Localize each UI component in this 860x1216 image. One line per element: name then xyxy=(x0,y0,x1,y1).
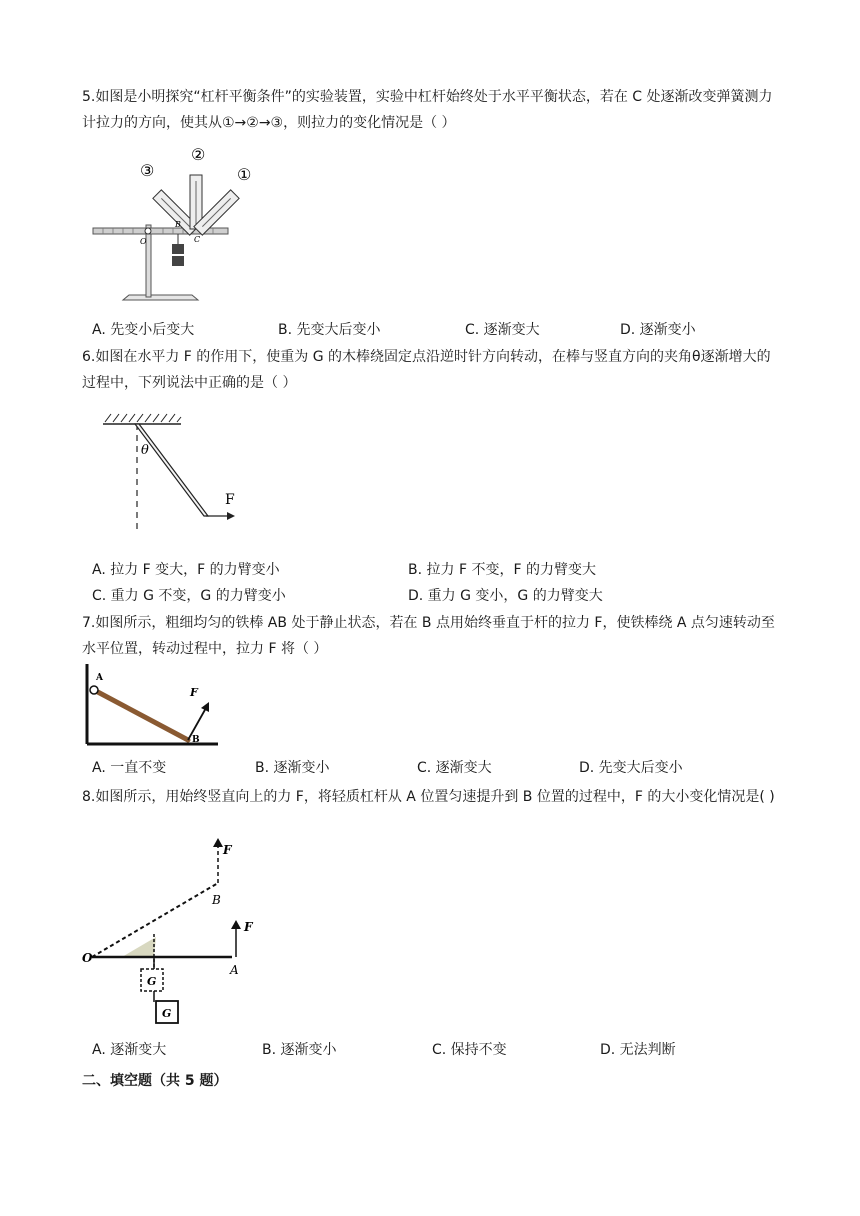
q7-option-d[interactable]: D. 先变大后变小 xyxy=(579,760,683,776)
question-5-text: 5.如图是小明探究“杠杆平衡条件”的实验装置，实验中杠杆始终处于水平平衡状态，若在 C 处逐渐改变弹簧测力计拉力的方向，使其从①→②→③，则拉力的变化情况是（ ） xyxy=(82,89,773,131)
q5-option-d[interactable]: D. 逐渐变小 xyxy=(620,322,696,338)
q5-label-one: ① xyxy=(237,165,252,184)
q5-label-three: ③ xyxy=(140,161,155,180)
q8-option-a[interactable]: A. 逐渐变大 xyxy=(92,1042,167,1058)
q8-label-f-top: F xyxy=(223,843,232,857)
q6-label-f: F xyxy=(225,492,235,508)
question-7-text: 7.如图所示，粗细均匀的铁棒 AB 处于静止状态，若在 B 点用始终垂直于杆的拉力 F，使铁棒绕 A 点匀速转动至水平位置，转动过程中，拉力 F 将（ ） xyxy=(82,615,775,657)
q5-label-c: C xyxy=(194,235,201,244)
q5-label-o: O xyxy=(140,237,147,246)
q8-lever-figure xyxy=(82,836,282,1032)
q8-label-g2: G xyxy=(162,1007,172,1020)
q5-option-c[interactable]: C. 逐渐变大 xyxy=(465,322,540,338)
q6-option-c[interactable]: C. 重力 G 不变，G 的力臂变小 xyxy=(92,588,286,604)
q5-label-two: ② xyxy=(191,145,206,164)
q6-option-a[interactable]: A. 拉力 F 变大，F 的力臂变小 xyxy=(92,562,280,578)
q8-label-b: B xyxy=(212,893,221,907)
q7-option-a[interactable]: A. 一直不变 xyxy=(92,760,167,776)
question-6-text: 6.如图在水平力 F 的作用下，使重为 G 的木棒绕固定点沿逆时针方向转动，在棒与竖直方向的夹角θ逐渐增大的过程中，下列说法中正确的是（ ） xyxy=(82,349,771,391)
q5-label-b: B xyxy=(175,220,181,229)
q6-label-theta: θ xyxy=(141,443,149,458)
q8-label-o: O xyxy=(82,951,93,965)
q7-label-b: B xyxy=(192,735,200,745)
q7-option-b[interactable]: B. 逐渐变小 xyxy=(255,760,330,776)
section-heading-fill-blank: 二、填空题（共 5 题） xyxy=(82,1073,228,1089)
q6-rod-figure xyxy=(95,408,255,538)
q5-option-b[interactable]: B. 先变大后变小 xyxy=(278,322,381,338)
q8-option-b[interactable]: B. 逐渐变小 xyxy=(262,1042,337,1058)
q8-label-a: A xyxy=(230,963,239,977)
q6-option-d[interactable]: D. 重力 G 变小，G 的力臂变大 xyxy=(408,588,603,604)
q8-label-g1: G xyxy=(147,975,157,988)
q7-label-f: F xyxy=(190,686,198,699)
q7-iron-rod-figure xyxy=(82,662,222,748)
q7-label-a: A xyxy=(96,673,103,683)
q7-option-c[interactable]: C. 逐渐变大 xyxy=(417,760,492,776)
q5-option-a[interactable]: A. 先变小后变大 xyxy=(92,322,195,338)
q5-lever-figure xyxy=(88,140,288,305)
q8-label-f-mid: F xyxy=(244,920,253,934)
q8-option-d[interactable]: D. 无法判断 xyxy=(600,1042,676,1058)
question-8-text: 8.如图所示，用始终竖直向上的力 F，将轻质杠杆从 A 位置匀速提升到 B 位置的过程中，F 的大小变化情况是( ) xyxy=(82,789,775,805)
q6-option-b[interactable]: B. 拉力 F 不变，F 的力臂变大 xyxy=(408,562,596,578)
q8-option-c[interactable]: C. 保持不变 xyxy=(432,1042,507,1058)
